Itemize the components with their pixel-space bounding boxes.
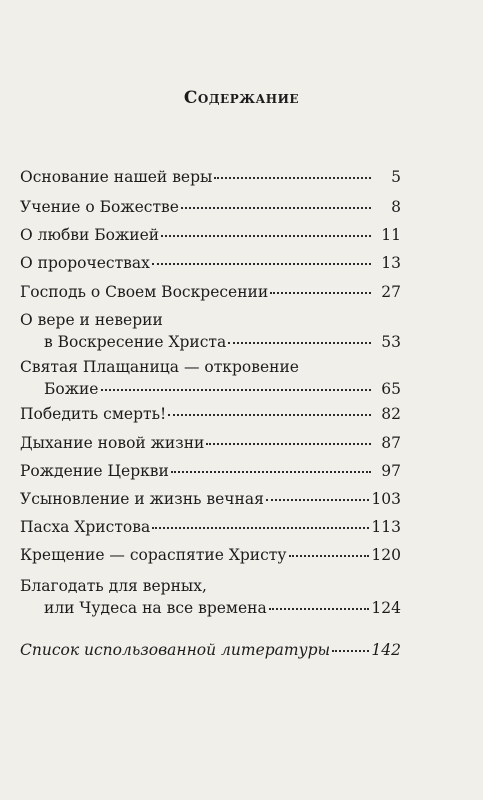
toc-entry-line	[20, 544, 401, 566]
toc-page-number: 87	[381, 434, 401, 452]
dot-leader	[214, 176, 371, 179]
toc-entry-line	[20, 281, 401, 303]
toc-entry-line	[20, 516, 401, 538]
dot-leader	[101, 388, 372, 391]
toc-entry-line	[20, 356, 401, 378]
page-title: Содержание	[183, 88, 300, 108]
toc-entry-title: Господь о Своем Воскресении	[20, 283, 269, 301]
toc-entry[interactable]	[20, 166, 401, 188]
toc-page-number: 65	[381, 380, 401, 398]
dot-leader	[171, 470, 371, 473]
toc-entry-title: О любви Божией	[20, 226, 160, 244]
dot-leader	[152, 262, 371, 265]
toc-entry[interactable]	[20, 432, 401, 454]
dot-leader	[161, 234, 371, 237]
toc-entry-line	[20, 403, 401, 425]
toc-page-number: 97	[381, 462, 401, 480]
toc-page-number: 53	[381, 333, 401, 351]
toc-page-number: 27	[381, 283, 401, 301]
dot-leader	[270, 291, 371, 294]
toc-page-number: 82	[381, 405, 401, 423]
toc-entry[interactable]	[20, 460, 401, 482]
dot-leader	[332, 649, 369, 652]
toc-entry-title: О вере и неверии	[20, 311, 163, 329]
toc-entry[interactable]	[20, 544, 401, 566]
toc-page-number: 8	[391, 198, 401, 216]
toc-entry-title: Список использованной литературы	[20, 641, 331, 659]
toc-entry[interactable]	[20, 516, 401, 538]
toc-entry[interactable]	[20, 403, 401, 425]
toc-entry-title: Крещение — сораспятие Христу	[20, 546, 287, 564]
toc-entry-title: Дыхание новой жизни	[20, 434, 205, 452]
toc-page-number: 11	[381, 226, 401, 244]
toc-entry-line	[20, 639, 401, 661]
toc-entry[interactable]	[20, 356, 401, 400]
dot-leader	[289, 554, 370, 557]
dot-leader	[228, 341, 371, 344]
toc-page-number: 124	[371, 599, 401, 617]
toc-entry-line	[20, 309, 401, 331]
toc-entry-line	[20, 166, 401, 188]
toc-entry-title: Божие	[44, 380, 99, 398]
toc-entry-title: в Воскресение Христа	[44, 333, 227, 351]
dot-leader	[152, 526, 369, 529]
toc-entry-line	[20, 196, 401, 218]
toc-entry[interactable]	[20, 639, 401, 661]
toc-entry[interactable]	[20, 575, 401, 619]
dot-leader	[206, 442, 371, 445]
toc-entry-title: Благодать для верных,	[20, 577, 207, 595]
toc-entry-title: или Чудеса на все времена	[44, 599, 267, 617]
toc-entry-title: Усыновление и жизнь вечная	[20, 490, 264, 508]
toc-page-number: 103	[371, 490, 401, 508]
toc-page-number: 120	[371, 546, 401, 564]
toc-entry[interactable]	[20, 252, 401, 274]
toc-entry-line	[20, 331, 401, 353]
toc-entry-line	[20, 378, 401, 400]
dot-leader	[269, 607, 370, 610]
toc-entry-line	[20, 460, 401, 482]
toc-entry-line	[20, 224, 401, 246]
toc-entry-title: Пасха Христова	[20, 518, 151, 536]
toc-entry-line	[20, 575, 401, 597]
dot-leader	[266, 498, 370, 501]
toc-page-number: 113	[371, 518, 401, 536]
toc-entry-title: Учение о Божестве	[20, 198, 179, 216]
toc-entry-title: Рождение Церкви	[20, 462, 169, 480]
toc-page-number: 142	[371, 641, 401, 659]
toc-entry-title: О пророчествах	[20, 254, 150, 272]
dot-leader	[168, 413, 371, 416]
toc-page-number: 13	[381, 254, 401, 272]
toc-entry-line	[20, 597, 401, 619]
toc-entry[interactable]	[20, 488, 401, 510]
toc-entry-title: Святая Плащаница — откровение	[20, 358, 299, 376]
toc-entry[interactable]	[20, 309, 401, 353]
toc-entry-line	[20, 488, 401, 510]
toc-entry[interactable]	[20, 196, 401, 218]
toc-entry[interactable]	[20, 224, 401, 246]
toc-entry[interactable]	[20, 281, 401, 303]
toc-entry-line	[20, 432, 401, 454]
toc-entry-title: Победить смерть!	[20, 405, 167, 423]
dot-leader	[181, 206, 371, 209]
toc-entry-title: Основание нашей веры	[20, 168, 213, 186]
toc-entry-line	[20, 252, 401, 274]
toc-page-number: 5	[391, 168, 401, 186]
